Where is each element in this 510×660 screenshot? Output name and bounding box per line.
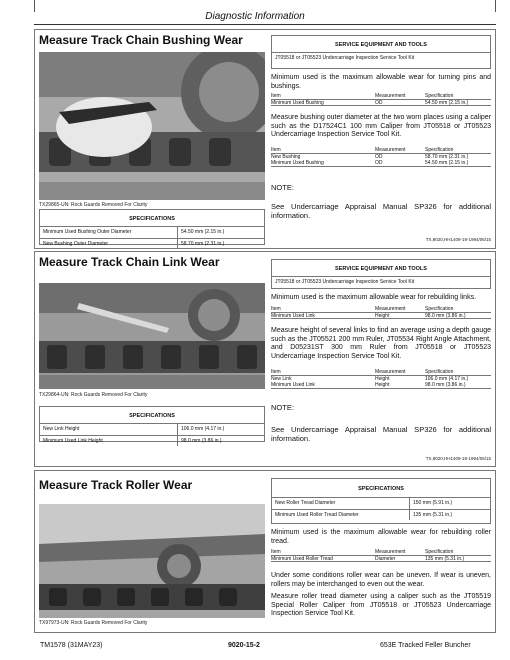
td: Minimum Used Link [271, 312, 315, 319]
th: Specification [425, 549, 454, 555]
th: Measurement [375, 306, 406, 312]
roller-specs-box [271, 478, 491, 524]
bushing-para-1: Minimum used is the maximum allowable wear for turning pins and bushings. [271, 74, 491, 90]
roller-para-1: Minimum used is the maximum allowable wear for rebuilding roller tread. [271, 529, 491, 545]
bushing-specs-box [39, 209, 265, 245]
th: Measurement [375, 369, 406, 375]
spec-item: Minimum Used Bushing Outer Diameter [40, 227, 178, 238]
th: Measurement [375, 549, 406, 555]
th: Item [271, 549, 281, 555]
th: Item [271, 369, 281, 375]
link-para-1: Minimum used is the maximum allowable wear for rebuilding links. [271, 294, 477, 301]
th: Item [271, 93, 281, 99]
td: 135 mm (5.31 in.) [425, 555, 465, 562]
link-specs-box [39, 406, 265, 442]
service-title: SERVICE EQUIPMENT AND TOOLS [272, 260, 490, 277]
roller-photo-caption: TX97973-UN: Rock Guards Removed For Clarity [39, 620, 148, 626]
spec-item: New Bushing Outer Diameter [40, 239, 178, 249]
service-row: JT05518 or JT05523 Undercarriage Inspection Service Tool Kit [275, 279, 415, 285]
th: Specification [425, 93, 454, 99]
th: Item [271, 306, 281, 312]
td: Height [375, 382, 390, 388]
note-label: NOTE: [271, 183, 294, 192]
spec-row [40, 435, 264, 446]
note-text: See Undercarriage Appraisal Manual SP326 for additional information. [271, 202, 491, 220]
section-title: Measure Track Chain Bushing Wear [39, 33, 243, 47]
link-table-2 [271, 369, 491, 389]
spec-row [40, 238, 264, 249]
td: 54.50 mm (2.15 in.) [425, 160, 469, 166]
th: Item [271, 147, 281, 153]
th: Specification [425, 147, 454, 153]
note-label: NOTE: [271, 403, 294, 412]
bushing-photo-caption: TX29865-UN: Rock Guards Removed For Clarity [39, 202, 148, 208]
spec-value: 98.0 mm (3.86 in.) [181, 438, 222, 444]
td: New Bushing [271, 153, 301, 160]
bushing-table-2 [271, 147, 491, 167]
spec-row [272, 498, 490, 509]
link-photo-caption: TX29864-UN: Rock Guards Removed For Clarity [39, 392, 148, 398]
td: OD [375, 153, 383, 160]
td: Minimum Used Bushing [271, 99, 324, 106]
link-para-2: Measure height of several links to find an average using a depth gauge such as the JT05521 200 mm Ruler, JT05534 Right Angle Attachment, and D05231ST 300 mm Ruler from JT05518 or JT05523 Undercarriage Inspection Service Tool Kit. [271, 327, 491, 360]
section-bushing-wear [34, 29, 496, 249]
footer-machine-name: 653E Tracked Feller Buncher [380, 642, 471, 649]
spec-row [40, 424, 264, 435]
section-title: Measure Track Roller Wear [39, 478, 193, 492]
footer-manual-id: TM1578 (31MAY23) [40, 642, 103, 649]
section-ref: TX,9020,HH1409-19-1994/06/15 [425, 237, 491, 242]
td: OD [375, 160, 383, 166]
roller-illustration [39, 504, 265, 618]
td: New Link [271, 375, 292, 382]
th: Specification [425, 306, 454, 312]
header-rule [34, 24, 496, 25]
spec-item: New Link Height [40, 424, 178, 435]
bushing-illustration [39, 52, 265, 200]
td: OD [375, 99, 383, 106]
td: 98.0 mm (3.86 in.) [425, 382, 466, 388]
td: Diameter [375, 555, 396, 562]
bushing-para-2: Measure bushing outer diameter at the two worn places using a caliper such as the D17524C1 100 mm Caliper from JT05518 or JT05523 Undercarriage Inspection Service Tool Kit. [271, 114, 491, 138]
spec-value: 135 mm (5.31 in.) [413, 512, 453, 518]
link-photo [39, 283, 265, 389]
link-table-1 [271, 306, 491, 319]
td: 98.0 mm (3.86 in.) [425, 312, 466, 319]
roller-para-3: Measure roller tread diameter using a caliper such as the JT05519 Special Roller Caliper from JT05518 or JT05523 Undercarriage Inspection Service Tool Kit. [271, 593, 491, 617]
spec-value: 150 mm (5.91 in.) [413, 500, 453, 506]
link-service-box [271, 259, 491, 289]
td: Minimum Used Link [271, 382, 315, 388]
bushing-service-box [271, 35, 491, 69]
td: Height [375, 375, 390, 382]
specs-title: SPECIFICATIONS [272, 479, 490, 498]
link-illustration [39, 283, 265, 389]
spec-value: 106.0 mm (4.17 in.) [181, 426, 225, 432]
td: Height [375, 312, 390, 319]
spec-row [272, 509, 490, 520]
spec-value: 58.70 mm (2.31 in.) [181, 241, 225, 247]
td: 58.70 mm (2.31 in.) [425, 153, 469, 160]
spec-value: 54.50 mm (2.15 in.) [181, 229, 225, 235]
spec-item: Minimum Used Link Height [40, 436, 178, 446]
td: Minimum Used Roller Tread [271, 555, 333, 562]
spec-item: New Roller Tread Diameter [272, 498, 410, 509]
section-roller-wear [34, 470, 496, 633]
th: Measurement [375, 147, 406, 153]
section-link-wear [34, 251, 496, 467]
specs-title: SPECIFICATIONS [40, 210, 264, 227]
note-text: See Undercarriage Appraisal Manual SP326 for additional information. [271, 425, 491, 443]
td: 106.0 mm (4.17 in.) [425, 375, 469, 382]
bushing-photo [39, 52, 265, 200]
bushing-table-1 [271, 93, 491, 106]
specs-title: SPECIFICATIONS [40, 407, 264, 424]
spec-row [40, 227, 264, 238]
footer-page-number: 9020-15-2 [228, 642, 260, 649]
roller-para-2: Under some conditions roller wear can be uneven. If wear is uneven, rollers may be interchanged to even out the wear. [271, 572, 491, 588]
service-row: JT05518 or JT05523 Undercarriage Inspection Service Tool Kit [275, 55, 415, 61]
th: Measurement [375, 93, 406, 99]
td: Minimum Used Bushing [271, 160, 324, 166]
service-title: SERVICE EQUIPMENT AND TOOLS [272, 36, 490, 53]
th: Specification [425, 369, 454, 375]
page-header: Diagnostic Information [205, 11, 305, 22]
roller-table-1 [271, 549, 491, 562]
roller-photo [39, 504, 265, 618]
section-ref: TX,9020,HH1409-19-1994/06/15 [425, 456, 491, 461]
section-title: Measure Track Chain Link Wear [39, 255, 220, 269]
spec-item: Minimum Used Roller Tread Diameter [272, 510, 410, 520]
td: 54.50 mm (2.15 in.) [425, 99, 469, 106]
